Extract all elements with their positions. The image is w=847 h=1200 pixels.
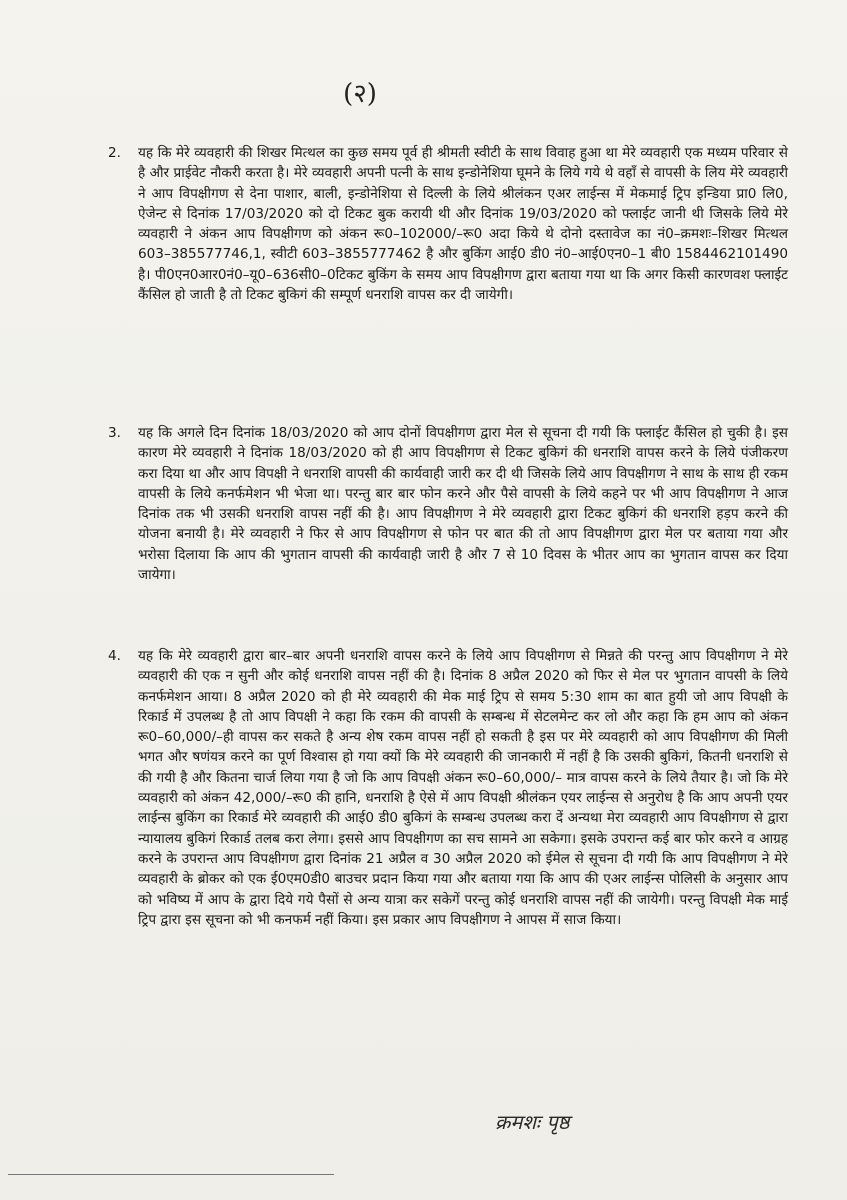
paragraph-text: यह कि मेरे व्यवहारी द्वारा बार–बार अपनी धनराशि वापस करने के लिये आप विपक्षीगण से मिन्नते की परन्तु आप विपक्षीगण ने मेरे व्यवहारी की एक न सुनी और कोई धनराशि वापस नहीं की है। दिनांक 8 अप्रैल 2020 को फिर से मेल पर भुगतान वापसी के लिये कनर्फमेशन आया। 8 अप्रैल 2020 को ही मेरे व्यवहारी की मेक माई ट्रिप से समय 5:30 शाम का बात हुयी जो आप विपक्षी के रिकार्ड में उपलब्ध है तो आप विपक्षी ने कहा कि रकम की वापसी के सम्बन्ध में सेटलमेन्ट कर लो और कहा कि हम आप को अंकन रू0–60,000/–ही वापस कर सकते है अन्य शेष रकम वापस नहीं हो सकती है इस पर मेरे व्यवहारी को आप विपक्षीगण की मिली भगत और षणंयत्र करने का पूर्ण विश्वास हो गया क्यों कि मेरे व्यवहारी की जानकारी में नहीं है कि उसकी बुकिगं, कितनी धनराशि से की गयी है और कितना चार्ज लिया गया है जो कि आप विपक्षी अंकन रू0–60,000/– मात्र वापस करने के लिये तैयार है। जो कि मेरे व्यवहारी को अंकन 42,000/–रू0 की हानि, धनराशि है ऐसे में आप विपक्षी श्रीलंकन एयर लाईन्स से अनुरोध है कि आप अपनी एयर लाईन्स बुकिंग का रिकार्ड मेरे व्यवहारी की आई0 डी0 बुकिगं के सम्बन्ध उपलब्ध करा दें अन्यथा मेरा व्यवहारी आप विपक्षीगण से द्वारा न्यायालय बुकिगं रिकार्ड तलब करा लेगा। इससे आप विपक्षीगण का सच सामने आ सकेगा। इसके उपरान्त कई बार फोर करने व आग्रह करने के उपरान्त आप विपक्षीगण द्वारा दिनांक 21 अप्रैल व 30 अप्रैल 2020 को ईमेल से सूचना दी गयी कि आप विपक्षीगण ने मेरे व्यवहारी के ब्रोकर को एक ई0एम0डी0 बाउचर प्रदान किया गया और बताया गया कि आप की एअर लाईन्स पोलिसी के अनुसार आप को भविष्य में आप के द्वारा दिये गये पैसों से अन्य यात्रा कर सकेगें परन्तु कोई धनराशि वापस नहीं की जायेगी। परन्तु विपक्षी मेक माई ट्रिप द्वारा इस सूचना को भी कनफर्म नहीं किया। इस प्रकार आप विपक्षीगण ने आपस में साज किया। bbox=[138, 648, 788, 928]
paragraph-number: 2. bbox=[108, 145, 121, 161]
paragraph-4 bbox=[108, 646, 788, 930]
page-number: (२) bbox=[343, 79, 377, 109]
paragraph-3 bbox=[108, 423, 788, 585]
continuation-note: क्रमशः पृष्ठ bbox=[495, 1110, 570, 1134]
paragraph-number: 3. bbox=[108, 425, 121, 441]
paragraph-2 bbox=[108, 143, 788, 305]
paragraph-text: यह कि अगले दिन दिनांक 18/03/2020 को आप दोनों विपक्षीगण द्वारा मेल से सूचना दी गयी कि फ्लाईट कैंसिल हो चुकी है। इस कारण मेरे व्यवहारी ने दिनांक 18/03/2020 को ही आप विपक्षीगण से टिकट बुकिगं की धनराशि वापस करने के लिये पंजीकरण करा दिया था और आप विपक्षी ने धनराशि वापसी की कार्यवाही जारी कर दी थी जिसके लिये आप विपक्षीगण ने साथ के साथ ही रकम वापसी के लिये कनर्फमेशन भी भेजा था। परन्तु बार बार फोन करने और पैसे वापसी के लिये कहने पर भी आप विपक्षीगण ने आज दिनांक तक भी उसकी धनराशि वापस नहीं की है। आप विपक्षीगण ने मेरे व्यवहारी द्वारा टिकट बुकिगं की धनराशि हड़प करने की योजना बनायी है। मेरे व्यवहारी ने फिर से आप विपक्षीगण से फोन पर बात की तो आप विपक्षीगण द्वारा मेल पर बताया गया और भरोसा दिलाया कि आप की भुगतान वापसी की कार्यवाही जारी है और 7 से 10 दिवस के भीतर आप का भुगतान वापस कर दिया जायेगा। bbox=[138, 425, 789, 584]
paragraph-text: यह कि मेरे व्यवहारी की शिखर मित्थल का कुछ समय पूर्व ही श्रीमती स्वीटी के साथ विवाह हुआ था मेरे व्यवहारी एक मध्यम परिवार से है और प्राईवेट नौकरी करता है। मेरे व्यवहारी अपनी पत्नी के साथ इन्डोनेशिया घूमने के लिये गये थे वहाँ से वापसी के लिय मेरे व्यवहारी ने आप विपक्षीगण से देना पाशार, बाली, इन्डोनेशिया से दिल्ली के लिये श्रीलंकन एअर लाईन्स में मेकमाई ट्रिप इन्डिया प्रा0 लि0, ऐजेन्ट से दिनांक 17/03/2020 को दो टिकट बुक करायी थी और दिनांक 19/03/2020 को फ्लाईट जानी थी जिसके लिये मेरे व्यवहारी ने अंकन आप विपक्षीगण को अंकन रू0–102000/–रू0 अदा किये थे दोनो दस्तावेज का नं0–क्रमशः–शिखर मित्थल 603–385577746,1, स्वीटी 603–3855777462 है और बुकिंग आई0 डी0 नं0–आई0एन0–1 बी0 1584462101490 है। पी0एन0आर0नं0–यू0–636सी0–0टिकट बुकिंग के समय आप विपक्षीगण द्वारा बताया गया था कि अगर किसी कारणवश फ्लाईट कैंसिल हो जाती है तो टिकट बुकिगं की सम्पूर्ण धनराशि वापस कर दी जायेगी। bbox=[138, 145, 788, 304]
paragraph-number: 4. bbox=[108, 648, 121, 664]
footer-divider bbox=[8, 1174, 334, 1175]
